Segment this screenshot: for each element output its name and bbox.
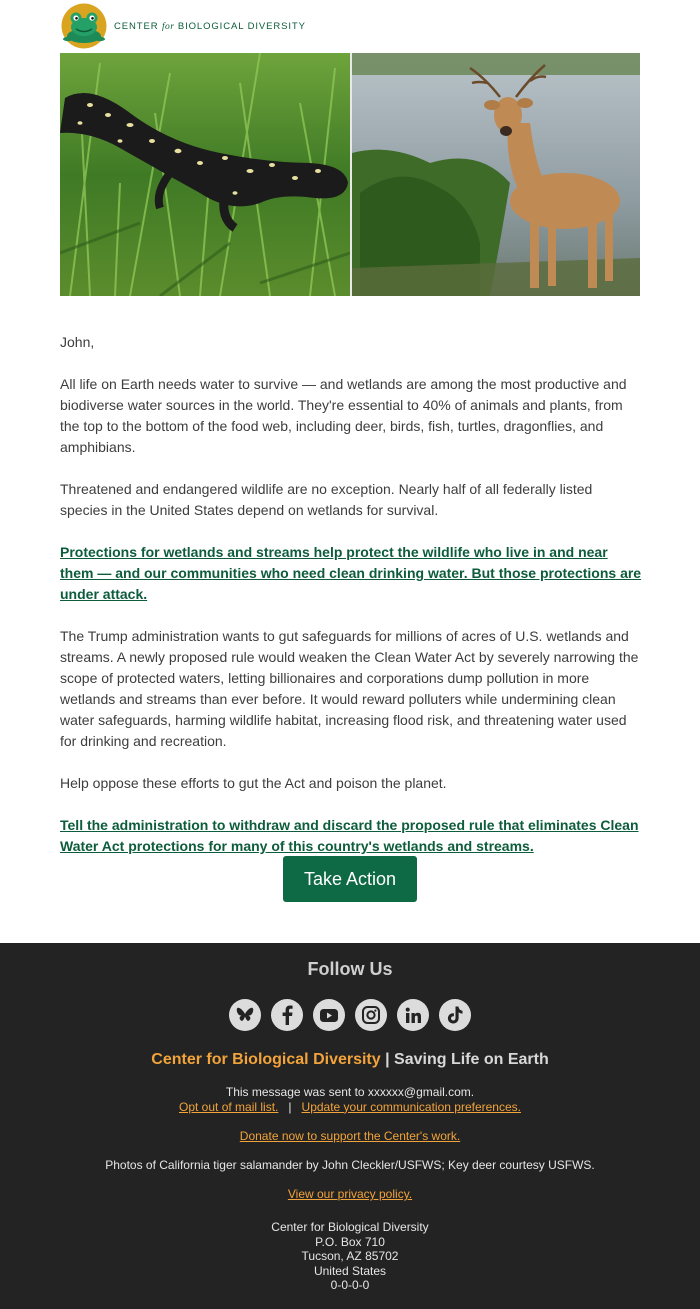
address-city: Tucson, AZ 85702 [301, 1249, 399, 1263]
bluesky-icon[interactable] [229, 999, 261, 1031]
preferences-link[interactable]: Update your communication preferences. [301, 1099, 521, 1114]
footer [0, 943, 700, 1309]
tiktok-icon[interactable] [439, 999, 471, 1031]
deer-photo [352, 53, 640, 296]
logo-word-for: for [162, 21, 175, 32]
sent-to-block [0, 1085, 700, 1114]
frog-logo-icon [60, 3, 108, 49]
logo-word-center: CENTER [114, 20, 159, 32]
take-action-button[interactable]: Take Action [283, 856, 417, 902]
hero-image [60, 53, 640, 296]
salamander-photo [60, 53, 350, 296]
withdraw-rule-link[interactable]: Tell the administration to withdraw and discard the proposed rule that eliminates Clean Water Act protections for many of this country's wetlands and streams. [60, 817, 639, 854]
paragraph-3: The Trump administration wants to gut safeguards for millions of acres of U.S. wetlands and streams. A newly proposed rule would weaken the Clean Water Act by severely narrowing the scope of protected waters, letting billionaires and corporations dump pollution in more wetlands and streams than ever before. It would reward polluters while undermining clean water safeguards, harming wildlife habitat, increasing flood risk, and threatening water used for drinking and recreation. [60, 628, 639, 749]
donate-block [0, 1129, 700, 1144]
facebook-icon[interactable] [271, 999, 303, 1031]
follow-us-title: Follow Us [307, 959, 393, 979]
org-name-link[interactable]: Center for Biological Diversity [151, 1051, 381, 1068]
link-separator: | [288, 1099, 292, 1114]
privacy-block [0, 1187, 700, 1202]
opt-out-link[interactable]: Opt out of mail list. [179, 1099, 279, 1114]
paragraph-2: Threatened and endangered wildlife are no exception. Nearly half of all federally listed species in the United States depend on wetlands for survival. [60, 481, 593, 518]
greeting: John, [60, 334, 95, 350]
protections-link[interactable]: Protections for wetlands and streams help protect the wildlife who live in and near them — and our communities who need clean drinking water. But those protections are under attack. [60, 544, 642, 602]
cta-container [0, 856, 700, 902]
brand-separator: | [385, 1051, 390, 1068]
address-code: 0-0-0-0 [330, 1278, 370, 1292]
email-body [60, 332, 642, 878]
logo-wordmark [114, 21, 306, 32]
brand-line [0, 1051, 700, 1069]
instagram-icon[interactable] [355, 999, 387, 1031]
donate-link[interactable]: Donate now to support the Center's work. [239, 1129, 461, 1143]
address-country: United States [313, 1263, 387, 1278]
paragraph-1: All life on Earth needs water to survive — and wetlands are among the most productive and biodiverse water sources in the world. They're essential to 40% of animals and plants, from the top to the bottom of the food web, including deer, birds, fish, turtles, dragonflies, and amphibians. [60, 376, 627, 455]
linkedin-icon[interactable] [397, 999, 429, 1031]
youtube-icon[interactable] [313, 999, 345, 1031]
sent-to-text: This message was sent to xxxxxx@gmail.com. [225, 1085, 475, 1099]
hero-photos [60, 53, 640, 296]
address-name: Center for Biological Diversity [271, 1220, 429, 1234]
tagline: Saving Life on Earth [394, 1051, 549, 1068]
logo-word-rest: BIOLOGICAL DIVERSITY [177, 20, 306, 32]
address-box: P.O. Box 710 [315, 1234, 385, 1249]
social-links [229, 999, 471, 1031]
photo-credit: Photos of California tiger salamander by John Cleckler/USFWS; Key deer courtesy USFWS. [105, 1158, 595, 1172]
mailing-address [0, 1220, 700, 1293]
paragraph-4: Help oppose these efforts to gut the Act and poison the planet. [60, 775, 447, 791]
logo[interactable] [60, 3, 306, 49]
privacy-link[interactable]: View our privacy policy. [287, 1187, 413, 1201]
